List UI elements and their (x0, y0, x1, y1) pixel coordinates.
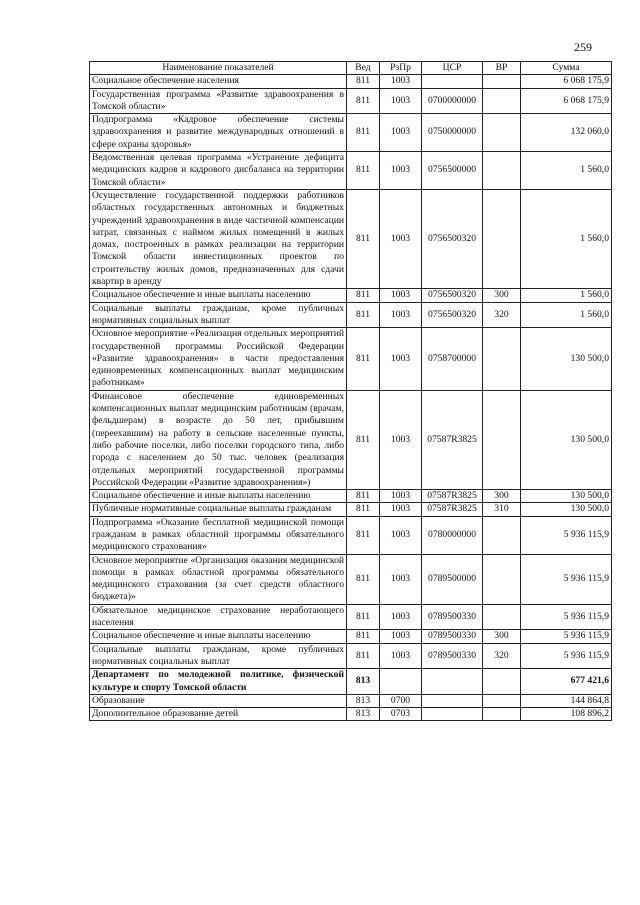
cell-rzpr: 1003 (380, 643, 422, 669)
table-row (90, 302, 612, 328)
cell-sum: 130 500,0 (521, 328, 612, 390)
table-row (90, 75, 612, 88)
cell-sum: 1 560,0 (521, 289, 612, 302)
cell-sum: 132 060,0 (521, 114, 612, 152)
cell-name: Основное мероприятие «Реализация отдельных мероприятий государственной программы Российской Федерации «Развитие здравоохранения» в части предоставления единовременных компенсационных выплат медицинским работникам» (90, 328, 347, 390)
cell-ved: 811 (347, 503, 380, 516)
cell-sum: 144 864,8 (521, 694, 612, 707)
cell-sum: 1 560,0 (521, 302, 612, 328)
cell-rzpr: 1003 (380, 75, 422, 88)
header-csr: ЦСР (422, 62, 483, 75)
cell-ved: 811 (347, 554, 380, 604)
cell-name: Дополнительное образование детей (90, 708, 347, 721)
cell-csr: 0789500330 (422, 630, 483, 643)
cell-ved: 811 (347, 302, 380, 328)
cell-vr (483, 189, 521, 288)
cell-rzpr: 1003 (380, 554, 422, 604)
table-row (90, 114, 612, 152)
cell-rzpr: 1003 (380, 503, 422, 516)
cell-ved: 813 (347, 708, 380, 721)
cell-sum: 130 500,0 (521, 490, 612, 503)
cell-vr (483, 75, 521, 88)
cell-rzpr: 1003 (380, 289, 422, 302)
cell-rzpr: 1003 (380, 490, 422, 503)
cell-name: Подпрограмма «Оказание бесплатной медицинской помощи гражданам в рамках областной программы обязательного медицинского страхования» (90, 516, 347, 554)
cell-sum: 677 421,6 (521, 669, 612, 695)
cell-csr: 0789500000 (422, 554, 483, 604)
header-name: Наименование показателей (90, 62, 347, 75)
cell-csr: 0780000000 (422, 516, 483, 554)
cell-vr: 310 (483, 503, 521, 516)
cell-vr (483, 390, 521, 489)
cell-ved: 813 (347, 669, 380, 695)
cell-vr (483, 604, 521, 630)
cell-rzpr: 1003 (380, 302, 422, 328)
cell-rzpr: 1003 (380, 114, 422, 152)
header-rzpr: РзПр (380, 62, 422, 75)
cell-vr (483, 669, 521, 695)
cell-vr (483, 694, 521, 707)
header-vr: ВР (483, 62, 521, 75)
cell-csr (422, 708, 483, 721)
cell-rzpr: 1003 (380, 390, 422, 489)
table-row (90, 503, 612, 516)
cell-rzpr: 1003 (380, 152, 422, 190)
cell-name: Социальное обеспечение населения (90, 75, 347, 88)
table-row (90, 152, 612, 190)
table-row (90, 630, 612, 643)
cell-ved: 811 (347, 328, 380, 390)
cell-csr: 0756500320 (422, 302, 483, 328)
cell-ved: 811 (347, 604, 380, 630)
cell-ved: 811 (347, 88, 380, 114)
cell-ved: 811 (347, 630, 380, 643)
cell-ved: 811 (347, 643, 380, 669)
cell-name: Подпрограмма «Кадровое обеспечение системы здравоохранения и развитие международных отношений в сфере охраны здоровья» (90, 114, 347, 152)
cell-name: Социальное обеспечение и иные выплаты населению (90, 289, 347, 302)
cell-csr: 0756500000 (422, 152, 483, 190)
cell-csr: 0756500320 (422, 189, 483, 288)
cell-name: Обязательное медицинское страхование неработающего населения (90, 604, 347, 630)
cell-sum: 5 936 115,9 (521, 643, 612, 669)
cell-csr: 0700000000 (422, 88, 483, 114)
table-row (90, 516, 612, 554)
cell-csr: 07587R3825 (422, 503, 483, 516)
cell-sum: 130 500,0 (521, 503, 612, 516)
cell-csr: 07587R3825 (422, 390, 483, 489)
cell-sum: 5 936 115,9 (521, 554, 612, 604)
cell-ved: 811 (347, 189, 380, 288)
cell-vr: 320 (483, 643, 521, 669)
cell-name: Социальное обеспечение и иные выплаты населению (90, 490, 347, 503)
page-number: 259 (574, 40, 592, 54)
cell-rzpr: 1003 (380, 189, 422, 288)
cell-name: Департамент по молодежной политике, физической культуре и спорту Томской области (90, 669, 347, 695)
cell-vr: 300 (483, 490, 521, 503)
cell-vr: 320 (483, 302, 521, 328)
cell-name: Государственная программа «Развитие здравоохранения в Томской области» (90, 88, 347, 114)
table-row (90, 88, 612, 114)
cell-csr: 0756500320 (422, 289, 483, 302)
cell-sum: 6 068 175,9 (521, 88, 612, 114)
cell-csr: 0789500330 (422, 604, 483, 630)
cell-sum: 5 936 115,9 (521, 630, 612, 643)
cell-name: Финансовое обеспечение единовременных компенсационных выплат медицинским работникам (врачам, фельдшерам) в возрасте до 50 лет, прибывшим (переехавшим) на работу в сельские населенные пункты, либо рабочие поселки, либо поселки городского типа, либо города с населением до 50 тыс. человек (реализация отдельных мероприятий государственной программы Российской Федерации «Развитие здравоохранения») (90, 390, 347, 489)
cell-csr: 0758700000 (422, 328, 483, 390)
cell-ved: 811 (347, 75, 380, 88)
cell-csr (422, 75, 483, 88)
cell-name: Социальные выплаты гражданам, кроме публичных нормативных социальных выплат (90, 302, 347, 328)
cell-vr (483, 152, 521, 190)
table-row (90, 643, 612, 669)
cell-csr: 07587R3825 (422, 490, 483, 503)
cell-vr (483, 554, 521, 604)
cell-name: Образование (90, 694, 347, 707)
cell-ved: 811 (347, 152, 380, 190)
cell-rzpr: 1003 (380, 604, 422, 630)
cell-csr (422, 669, 483, 695)
cell-vr (483, 88, 521, 114)
table-row (90, 189, 612, 288)
cell-name: Социальные выплаты гражданам, кроме публичных нормативных социальных выплат (90, 643, 347, 669)
cell-name: Основное мероприятие «Организация оказания медицинской помощи в рамках областной программы обязательного медицинского страхования (за счет средств областного бюджета)» (90, 554, 347, 604)
cell-rzpr: 1003 (380, 328, 422, 390)
cell-vr (483, 114, 521, 152)
table-row (90, 289, 612, 302)
cell-ved: 811 (347, 490, 380, 503)
cell-ved: 811 (347, 114, 380, 152)
cell-rzpr: 0700 (380, 694, 422, 707)
header-sum: Сумма (521, 62, 612, 75)
cell-vr: 300 (483, 630, 521, 643)
cell-sum: 1 560,0 (521, 189, 612, 288)
cell-sum: 108 896,2 (521, 708, 612, 721)
cell-vr (483, 516, 521, 554)
cell-vr (483, 328, 521, 390)
cell-sum: 5 936 115,9 (521, 604, 612, 630)
cell-ved: 811 (347, 289, 380, 302)
cell-sum: 130 500,0 (521, 390, 612, 489)
table-row (90, 490, 612, 503)
cell-csr: 0750000000 (422, 114, 483, 152)
cell-rzpr (380, 669, 422, 695)
table-row (90, 554, 612, 604)
cell-vr: 300 (483, 289, 521, 302)
cell-csr (422, 694, 483, 707)
cell-rzpr: 1003 (380, 630, 422, 643)
cell-rzpr: 1003 (380, 516, 422, 554)
cell-vr (483, 708, 521, 721)
cell-sum: 6 068 175,9 (521, 75, 612, 88)
budget-table (89, 61, 612, 721)
header-ved: Вед (347, 62, 380, 75)
table-row (90, 390, 612, 489)
table-row (90, 604, 612, 630)
cell-ved: 811 (347, 516, 380, 554)
cell-rzpr: 0703 (380, 708, 422, 721)
table-row (90, 694, 612, 707)
cell-name: Публичные нормативные социальные выплаты гражданам (90, 503, 347, 516)
cell-name: Социальное обеспечение и иные выплаты населению (90, 630, 347, 643)
cell-ved: 813 (347, 694, 380, 707)
cell-name: Осуществление государственной поддержки работников областных государственных автономных и бюджетных учреждений здравоохранения в виде частичной компенсации затрат, связанных с наймом жилых помещений в жилых домах, построенных в рамках реализации на территории Томской области инвестиционных проектов по строительству жилых домов, предназначенных для сдачи квартир в аренду (90, 189, 347, 288)
cell-sum: 1 560,0 (521, 152, 612, 190)
table-row (90, 669, 612, 695)
cell-ved: 811 (347, 390, 380, 489)
cell-sum: 5 936 115,9 (521, 516, 612, 554)
cell-csr: 0789500330 (422, 643, 483, 669)
cell-rzpr: 1003 (380, 88, 422, 114)
table-row (90, 328, 612, 390)
cell-name: Ведомственная целевая программа «Устранение дефицита медицинских кадров и кадрового дисбаланса на территории Томской области» (90, 152, 347, 190)
table-row (90, 708, 612, 721)
table-header-row (90, 62, 612, 75)
